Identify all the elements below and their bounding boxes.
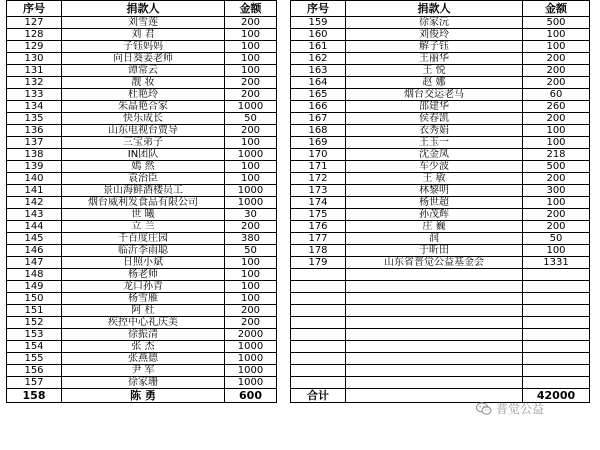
table-row (7, 173, 590, 185)
column-gap (277, 65, 291, 77)
donor-cell: 王丽华 (346, 53, 523, 65)
amount-cell: 1000 (225, 377, 277, 389)
empty-cell (291, 281, 346, 293)
seq-cell: 131 (7, 65, 62, 77)
donor-cell: 林黎明 (346, 185, 523, 197)
seq-cell: 179 (291, 257, 346, 269)
amount-cell: 200 (523, 77, 590, 89)
amount-cell: 100 (523, 137, 590, 149)
seq-cell: 167 (291, 113, 346, 125)
table-row (7, 29, 590, 41)
donor-cell: 龙口孙青 (62, 281, 225, 293)
seq-cell: 160 (291, 29, 346, 41)
column-gap (277, 77, 291, 89)
donor-cell: 三宝弟子 (62, 137, 225, 149)
empty-cell (291, 329, 346, 341)
amount-cell: 100 (225, 269, 277, 281)
donor-cell: 衣秀娟 (346, 125, 523, 137)
empty-cell (346, 365, 523, 377)
column-gap (277, 365, 291, 377)
table-row (7, 209, 590, 221)
empty-cell (523, 353, 590, 365)
empty-cell (291, 377, 346, 389)
donor-cell: 杨世超 (346, 197, 523, 209)
donor-cell: 王 敏 (346, 173, 523, 185)
column-gap (277, 113, 291, 125)
seq-cell: 153 (7, 329, 62, 341)
amount-cell: 100 (225, 281, 277, 293)
amount-cell: 1000 (225, 353, 277, 365)
seq-cell: 165 (291, 89, 346, 101)
amount-cell: 100 (523, 125, 590, 137)
amount-cell: 100 (523, 29, 590, 41)
amount-cell: 100 (225, 257, 277, 269)
empty-cell (523, 329, 590, 341)
seq-cell: 164 (291, 77, 346, 89)
column-gap (277, 353, 291, 365)
donor-cell: 侯春凯 (346, 113, 523, 125)
amount-cell: 200 (225, 305, 277, 317)
seq-cell: 161 (291, 41, 346, 53)
seq-cell: 135 (7, 113, 62, 125)
donor-cell: 庄 巍 (346, 221, 523, 233)
table-row (7, 317, 590, 329)
seq-cell: 147 (7, 257, 62, 269)
empty-cell (291, 305, 346, 317)
amount-cell: 50 (225, 245, 277, 257)
empty-cell (346, 353, 523, 365)
table-row (7, 101, 590, 113)
table-row (7, 113, 590, 125)
empty-cell (523, 377, 590, 389)
donor-cell: 徐家珊 (62, 377, 225, 389)
amount-cell: 600 (225, 389, 277, 403)
amount-cell: 100 (225, 29, 277, 41)
seq-cell: 141 (7, 185, 62, 197)
amount-cell: 1331 (523, 257, 590, 269)
table-row (7, 65, 590, 77)
amount-cell: 50 (225, 113, 277, 125)
donor-cell: 世 曦 (62, 209, 225, 221)
empty-cell (346, 341, 523, 353)
amount-cell: 200 (523, 221, 590, 233)
empty-cell (346, 305, 523, 317)
donor-cell: 徐振清 (62, 329, 225, 341)
empty-cell (523, 341, 590, 353)
seq-cell: 137 (7, 137, 62, 149)
table-row (7, 53, 590, 65)
empty-cell (523, 305, 590, 317)
donor-cell: 朱晶艳合家 (62, 101, 225, 113)
amount-cell: 218 (523, 149, 590, 161)
donor-cell: 赵 娜 (346, 77, 523, 89)
empty-cell (346, 293, 523, 305)
table-row (7, 269, 590, 281)
donor-cell: 于昕田 (346, 245, 523, 257)
empty-cell (291, 269, 346, 281)
header-seq-left: 序号 (7, 1, 62, 17)
table-row (7, 257, 590, 269)
donor-cell: 张 杰 (62, 341, 225, 353)
donor-cell: 山东省普觉公益基金会 (346, 257, 523, 269)
seq-cell: 158 (7, 389, 62, 403)
amount-cell: 200 (523, 65, 590, 77)
empty-cell (346, 317, 523, 329)
amount-cell: 100 (523, 197, 590, 209)
empty-cell (523, 269, 590, 281)
column-gap (277, 137, 291, 149)
seq-cell: 168 (291, 125, 346, 137)
amount-cell: 500 (523, 161, 590, 173)
donation-table (6, 0, 590, 403)
empty-cell (523, 317, 590, 329)
seq-cell: 150 (7, 293, 62, 305)
column-gap (277, 29, 291, 41)
seq-cell: 176 (291, 221, 346, 233)
amount-cell: 1000 (225, 185, 277, 197)
table-row (7, 329, 590, 341)
seq-cell: 143 (7, 209, 62, 221)
seq-cell: 128 (7, 29, 62, 41)
seq-cell: 138 (7, 149, 62, 161)
table-row (7, 353, 590, 365)
header-seq-right: 序号 (291, 1, 346, 17)
watermark (476, 400, 544, 417)
donor-cell: 徐家沅 (346, 17, 523, 29)
column-gap (277, 341, 291, 353)
seq-cell: 171 (291, 161, 346, 173)
donor-cell: 车少波 (346, 161, 523, 173)
amount-cell: 200 (523, 209, 590, 221)
header-donor-left: 捐款人 (62, 1, 225, 17)
donor-cell: 烟台威利发食品有限公司 (62, 197, 225, 209)
amount-cell: 200 (523, 53, 590, 65)
amount-cell: 60 (523, 89, 590, 101)
column-gap (277, 17, 291, 29)
amount-cell: 200 (523, 173, 590, 185)
table-row (7, 125, 590, 137)
table-row (7, 185, 590, 197)
seq-cell: 173 (291, 185, 346, 197)
donor-cell: 阿 杜 (62, 305, 225, 317)
donor-cell: 沈金凤 (346, 149, 523, 161)
table-row (7, 233, 590, 245)
column-gap (277, 245, 291, 257)
amount-cell: 100 (523, 245, 590, 257)
table-body (7, 1, 590, 403)
seq-cell: 163 (291, 65, 346, 77)
seq-cell: 154 (7, 341, 62, 353)
amount-cell: 380 (225, 233, 277, 245)
seq-cell: 149 (7, 281, 62, 293)
total-amount: 42000 (523, 389, 590, 403)
donor-cell: 刘俊玲 (346, 29, 523, 41)
column-gap (277, 185, 291, 197)
amount-cell: 100 (225, 173, 277, 185)
amount-cell: 300 (523, 185, 590, 197)
empty-cell (523, 365, 590, 377)
amount-cell: 260 (523, 101, 590, 113)
donor-cell: 杨雪雁 (62, 293, 225, 305)
amount-cell: 200 (225, 125, 277, 137)
amount-cell: 100 (225, 41, 277, 53)
amount-cell: 200 (225, 317, 277, 329)
header-donor-right: 捐款人 (346, 1, 523, 17)
amount-cell: 100 (225, 65, 277, 77)
column-gap (277, 389, 291, 403)
seq-cell: 175 (291, 209, 346, 221)
amount-cell: 1000 (225, 149, 277, 161)
amount-cell: 200 (225, 77, 277, 89)
seq-cell: 152 (7, 317, 62, 329)
donor-cell: 陈 勇 (62, 389, 225, 403)
seq-cell: 133 (7, 89, 62, 101)
amount-cell: 1000 (225, 197, 277, 209)
amount-cell: 200 (225, 17, 277, 29)
column-gap (277, 1, 291, 17)
column-gap (277, 377, 291, 389)
header-amount-left: 金额 (225, 1, 277, 17)
amount-cell: 200 (523, 113, 590, 125)
seq-cell: 140 (7, 173, 62, 185)
column-gap (277, 281, 291, 293)
seq-cell: 127 (7, 17, 62, 29)
column-gap (277, 41, 291, 53)
amount-cell: 100 (225, 137, 277, 149)
column-gap (277, 53, 291, 65)
table-row (7, 341, 590, 353)
table-row (7, 161, 590, 173)
empty-cell (523, 293, 590, 305)
donor-cell: 景山海鲜酒楼员工 (62, 185, 225, 197)
seq-cell: 162 (291, 53, 346, 65)
table-row (7, 17, 590, 29)
table-row (7, 377, 590, 389)
table-row (7, 89, 590, 101)
amount-cell: 1000 (225, 101, 277, 113)
donor-cell: 刘雪莲 (62, 17, 225, 29)
donor-cell: 王玉一 (346, 137, 523, 149)
column-gap (277, 89, 291, 101)
seq-cell: 151 (7, 305, 62, 317)
column-gap (277, 173, 291, 185)
seq-cell: 145 (7, 233, 62, 245)
seq-cell: 170 (291, 149, 346, 161)
seq-cell: 159 (291, 17, 346, 29)
seq-cell: 178 (291, 245, 346, 257)
amount-cell: 1000 (225, 341, 277, 353)
table-row (7, 149, 590, 161)
donor-cell: 刘 君 (62, 29, 225, 41)
seq-cell: 134 (7, 101, 62, 113)
amount-cell: 200 (225, 89, 277, 101)
donor-cell: 快乐成长 (62, 113, 225, 125)
column-gap (277, 329, 291, 341)
table-row (7, 245, 590, 257)
amount-cell: 100 (225, 53, 277, 65)
empty-cell (291, 317, 346, 329)
column-gap (277, 293, 291, 305)
seq-cell: 129 (7, 41, 62, 53)
amount-cell: 500 (523, 17, 590, 29)
seq-cell: 177 (291, 233, 346, 245)
column-gap (277, 269, 291, 281)
donor-cell: 袁治臣 (62, 173, 225, 185)
watermark-text: 普觉公益 (496, 402, 545, 416)
donor-cell: 尹 军 (62, 365, 225, 377)
empty-cell (523, 281, 590, 293)
empty-cell (346, 281, 523, 293)
empty-cell (346, 377, 523, 389)
empty-cell (291, 365, 346, 377)
table-row (7, 305, 590, 317)
empty-cell (346, 329, 523, 341)
table-row (7, 41, 590, 53)
donor-cell: 山东电视台贾导 (62, 125, 225, 137)
table-row (7, 197, 590, 209)
seq-cell: 148 (7, 269, 62, 281)
seq-cell: 142 (7, 197, 62, 209)
seq-cell: 157 (7, 377, 62, 389)
column-gap (277, 221, 291, 233)
seq-cell: 136 (7, 125, 62, 137)
seq-cell: 146 (7, 245, 62, 257)
donor-cell: 烟台交运老马 (346, 89, 523, 101)
empty-cell (346, 269, 523, 281)
wechat-icon (476, 402, 492, 416)
column-gap (277, 209, 291, 221)
donor-cell: 疾控中心礼庆美 (62, 317, 225, 329)
donor-cell: 孙茂辉 (346, 209, 523, 221)
seq-cell: 172 (291, 173, 346, 185)
column-gap (277, 125, 291, 137)
donor-cell: 临沂李雨聪 (62, 245, 225, 257)
empty-cell (291, 293, 346, 305)
amount-cell: 100 (523, 41, 590, 53)
donor-cell: 立 兰 (62, 221, 225, 233)
column-gap (277, 305, 291, 317)
donor-cell: 嫣 然 (62, 161, 225, 173)
column-gap (277, 317, 291, 329)
column-gap (277, 233, 291, 245)
donor-cell: 日照小斌 (62, 257, 225, 269)
donor-cell: 向日葵姜老师 (62, 53, 225, 65)
donor-cell: 千百度庄园 (62, 233, 225, 245)
seq-cell: 155 (7, 353, 62, 365)
amount-cell: 1000 (225, 365, 277, 377)
seq-cell: 169 (291, 137, 346, 149)
donor-cell: 谭常云 (62, 65, 225, 77)
table-row (7, 221, 590, 233)
seq-cell: 132 (7, 77, 62, 89)
donor-cell: 王 悦 (346, 65, 523, 77)
amount-cell: 30 (225, 209, 277, 221)
column-gap (277, 161, 291, 173)
table-row (7, 293, 590, 305)
donor-cell: 子钰妈妈 (62, 41, 225, 53)
column-gap (277, 197, 291, 209)
table-row (7, 77, 590, 89)
amount-cell: 200 (225, 221, 277, 233)
seq-cell: 144 (7, 221, 62, 233)
donor-cell: 靓 妆 (62, 77, 225, 89)
empty-cell (291, 353, 346, 365)
seq-cell: 174 (291, 197, 346, 209)
donor-cell: 张燕德 (62, 353, 225, 365)
header-amount-right: 金额 (523, 1, 590, 17)
donor-cell: 邵建华 (346, 101, 523, 113)
empty-cell (291, 341, 346, 353)
total-label: 合计 (291, 389, 346, 403)
table-row (7, 137, 590, 149)
donor-cell: 润 (346, 233, 523, 245)
amount-cell: 100 (225, 161, 277, 173)
table-row (7, 365, 590, 377)
column-gap (277, 101, 291, 113)
seq-cell: 156 (7, 365, 62, 377)
amount-cell: 2000 (225, 329, 277, 341)
amount-cell: 50 (523, 233, 590, 245)
donor-cell: 杨老师 (62, 269, 225, 281)
donor-cell: 杜艳玲 (62, 89, 225, 101)
seq-cell: 130 (7, 53, 62, 65)
column-gap (277, 149, 291, 161)
header-row (7, 1, 590, 17)
column-gap (277, 257, 291, 269)
amount-cell: 100 (225, 293, 277, 305)
donor-cell: 解子钰 (346, 41, 523, 53)
seq-cell: 139 (7, 161, 62, 173)
donor-cell: IN团队 (62, 149, 225, 161)
table-row (7, 281, 590, 293)
seq-cell: 166 (291, 101, 346, 113)
